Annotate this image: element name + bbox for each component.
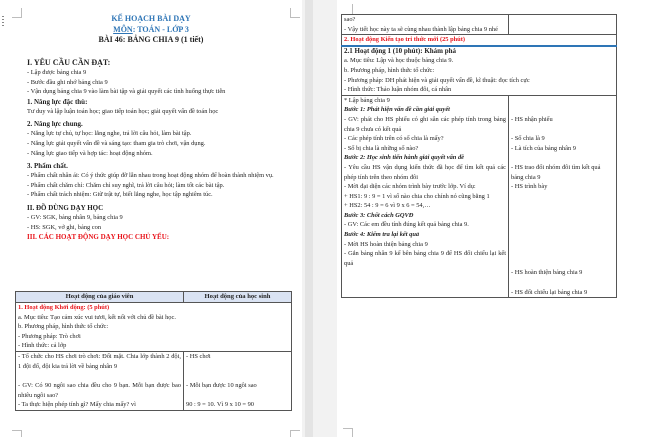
teacher-text: - Mời HS hoàn thiện bảng chia 9 xyxy=(344,240,428,248)
list-item: - Phẩm chất trách nhiệm: Giữ trật tự, biết lắng nghe, học tập nghiêm túc. xyxy=(27,191,213,199)
teacher-text: - GV: phát cho HS phiếu có ghi sẵn các phép tính trong bảng chia 9 chưa có kết quả xyxy=(344,115,506,133)
student-text: - HS trình bày xyxy=(511,183,548,191)
student-text: - HS chơi xyxy=(186,352,211,360)
table-row xyxy=(342,35,617,46)
teacher-text: sao? xyxy=(344,16,356,23)
activity-title: 1. Hoạt động Khởi động: (5 phút) xyxy=(18,304,110,311)
margin-corner-mark xyxy=(290,430,300,437)
subject-label: MÔN xyxy=(113,24,133,34)
step-heading: Bước 2: Học sinh tiến hành giải quyết vấn đề xyxy=(344,154,464,162)
step-heading: Bước 1: Phát hiện vấn đề cần giải quyết xyxy=(344,106,450,114)
teacher-text: - Số bị chia là những số nào? xyxy=(344,144,419,152)
teacher-text: + HS2: 54 : 9 = 6 vì 9 x 6 = 54,… xyxy=(344,202,431,210)
activity-title: 2. Hoạt động Kiến tạo tri thức mới (25 phút) xyxy=(342,35,617,46)
margin-corner-mark xyxy=(12,430,22,437)
teacher-text: - Tổ chức cho HS chơi trò chơi: Đối mặt. Chia lớp thành 2 đội, 1 đội đố, đội kia trả lời về bảng nhân 9 xyxy=(18,352,181,370)
document-page-1 xyxy=(0,0,302,437)
teacher-cell xyxy=(16,351,184,410)
student-cell xyxy=(184,351,292,410)
student-text: - Mỗi bạn được 10 ngôi sao xyxy=(186,381,257,389)
list-item: - Phẩm chất chăm chỉ: Chăm chỉ suy nghĩ, trả lời câu hỏi; làm tốt các bài tập. xyxy=(27,181,225,189)
table-row xyxy=(342,95,617,298)
student-text: 90 : 9 = 10. Vì 9 x 10 = 90 xyxy=(186,400,254,408)
teacher-text: - Yêu cầu HS vận dụng kiến thức đã học để tìm kết quả các phép tính trên theo nhóm đôi xyxy=(344,163,506,181)
margin-corner-mark xyxy=(343,4,353,14)
list-item: - Bước đầu ghi nhớ bảng chia 9 xyxy=(27,78,108,86)
activity-line: - Phương pháp: DH phát hiện và giải quyết vấn đề, kĩ thuật: đọc tích cực xyxy=(344,76,530,84)
table-row xyxy=(16,303,292,352)
table-row xyxy=(342,46,617,95)
teacher-text: + HS1: 9 : 9 = 1 vì số nào chia cho chính nó cũng bằng 1 xyxy=(344,192,490,200)
section-heading: III. CÁC HOẠT ĐỘNG DẠY HỌC CHỦ YẾU: xyxy=(27,233,170,242)
margin-corner-mark xyxy=(343,428,353,437)
list-item: - Năng lực giao tiếp và hợp tác: hoạt động nhóm. xyxy=(27,149,153,157)
teacher-text: - Mời đại diện các nhóm trình bày trước lớp. Ví dụ: xyxy=(344,183,476,191)
subsection-heading: 2. Năng lực chung. xyxy=(27,120,83,129)
vertical-scrollbar[interactable] xyxy=(305,0,313,437)
column-header: Hoạt động của học sinh xyxy=(184,292,292,303)
student-text: - HS nhận phiếu xyxy=(511,115,553,123)
step-heading: Bước 3: Chốt cách GQVĐ xyxy=(344,211,414,219)
list-item: - Lập được bảng chia 9 xyxy=(27,69,87,76)
table-row xyxy=(16,351,292,410)
teacher-text: - Ta thực hiện phép tính gì? Mấy chia mấy? vì xyxy=(18,401,136,409)
teacher-cell xyxy=(342,15,509,35)
teacher-text: - Các phép tính trên có số chia là mấy? xyxy=(344,135,444,143)
student-text: - Là tích của bảng nhân 9 xyxy=(511,144,576,152)
section-requirements xyxy=(27,57,295,242)
document-page-2 xyxy=(337,0,650,437)
page-gutter xyxy=(302,0,337,437)
teacher-text: * Lập bảng chia 9 xyxy=(344,96,390,104)
doc-title: KẾ HOẠCH BÀI DẠY xyxy=(111,14,191,23)
table-row xyxy=(342,15,617,35)
list-item: - HS: SGK, vở ghi, bảng con xyxy=(27,223,102,231)
teacher-cell xyxy=(342,95,509,298)
activities-table xyxy=(15,291,292,411)
student-cell xyxy=(509,15,617,35)
activity-line: a. Mục tiêu: Tạo cảm xúc vui tươi, kết nối với chủ đề bài học. xyxy=(18,313,176,321)
list-item: - Năng lực giải quyết vấn đề và sáng tạo: tham gia trò chơi, vận dụng. xyxy=(27,139,206,147)
step-heading: Bước 4: Kiểm tra lại kết quả xyxy=(344,231,420,239)
activity-line: a. Mục tiêu: Lập và học thuộc bảng chia 9. xyxy=(344,57,454,65)
teacher-text: - GV: Các em đều tính đúng kết quả bảng chia 9. xyxy=(344,221,469,229)
subject-value: : TOÁN - LỚP 3 xyxy=(132,24,189,34)
doc-subject xyxy=(0,25,302,36)
activity-block xyxy=(16,303,292,352)
column-header: Hoạt động của giáo viên xyxy=(16,292,184,303)
activity-subtitle: 2.1 Hoạt động 1 (10 phút): Khám phá xyxy=(344,46,457,55)
teacher-text: - GV: Có 90 ngôi sao chia đều cho 9 bạn. Mỗi bạn được bao nhiêu ngôi sao? xyxy=(18,381,181,399)
doc-lesson-title: BÀI 46: BẢNG CHIA 9 (1 tiết) xyxy=(98,35,204,44)
teacher-text: - Gắn bảng nhân 9 kế bên bảng chia 9 để HS đối chiếu lại kết quả xyxy=(344,250,506,267)
activities-table-continued xyxy=(341,14,617,298)
activity-line: - Phương pháp: Trò chơi xyxy=(18,332,81,340)
activity-line: b. Phương pháp, hình thức tổ chức: xyxy=(344,66,435,74)
document-header xyxy=(0,14,302,46)
table-header-row xyxy=(16,292,292,303)
subsection-heading: 1. Năng lực đặc thù: xyxy=(27,97,88,106)
list-item: - Vận dụng bảng chia 9 vào làm bài tập và giải quyết các tình huống thực tiễn xyxy=(27,88,226,96)
list-item: - GV: SGK, bảng nhân 9, bảng chia 9 xyxy=(27,213,123,221)
section-heading: I. YÊU CẦU CẦN ĐẠT: xyxy=(27,58,111,67)
paragraph: Tư duy và lập luận toán học; giao tiếp toán học; giải quyết vấn đề toán học xyxy=(27,107,219,115)
subsection-heading: 3. Phẩm chất. xyxy=(27,162,68,171)
section-heading: II. ĐỒ DÙNG DẠY HỌC xyxy=(27,203,104,212)
student-text: - HS trao đổi nhóm đôi tìm kết quả bảng chia 9 xyxy=(511,163,601,181)
student-text: - HS hoàn thiện bảng chia 9 xyxy=(511,269,583,277)
student-text: - Số chia là 9 xyxy=(511,135,545,143)
student-cell xyxy=(509,95,617,298)
student-text: - HS đối chiếu lại bảng chia 9 xyxy=(511,288,588,296)
activity-line: - Hình thức: Thảo luận nhóm đôi, cá nhân xyxy=(344,86,452,94)
activity-line: - Hình thức: cả lớp xyxy=(18,342,67,350)
activity-block xyxy=(342,46,617,95)
paragraph: - Phẩm chất nhân ái: Có ý thức giúp đỡ lẫn nhau trong hoạt động nhóm để hoàn thành nhiệm vụ. xyxy=(27,172,274,180)
activity-line: b. Phương pháp, hình thức tổ chức: xyxy=(18,323,109,331)
list-item: - Năng lực tự chủ, tự học: lắng nghe, trả lời câu hỏi, làm bài tập. xyxy=(27,130,192,138)
teacher-text: - Vậy tiết học này ta sẽ cùng nhau thành lập bảng chia 9 nhé xyxy=(344,25,498,33)
